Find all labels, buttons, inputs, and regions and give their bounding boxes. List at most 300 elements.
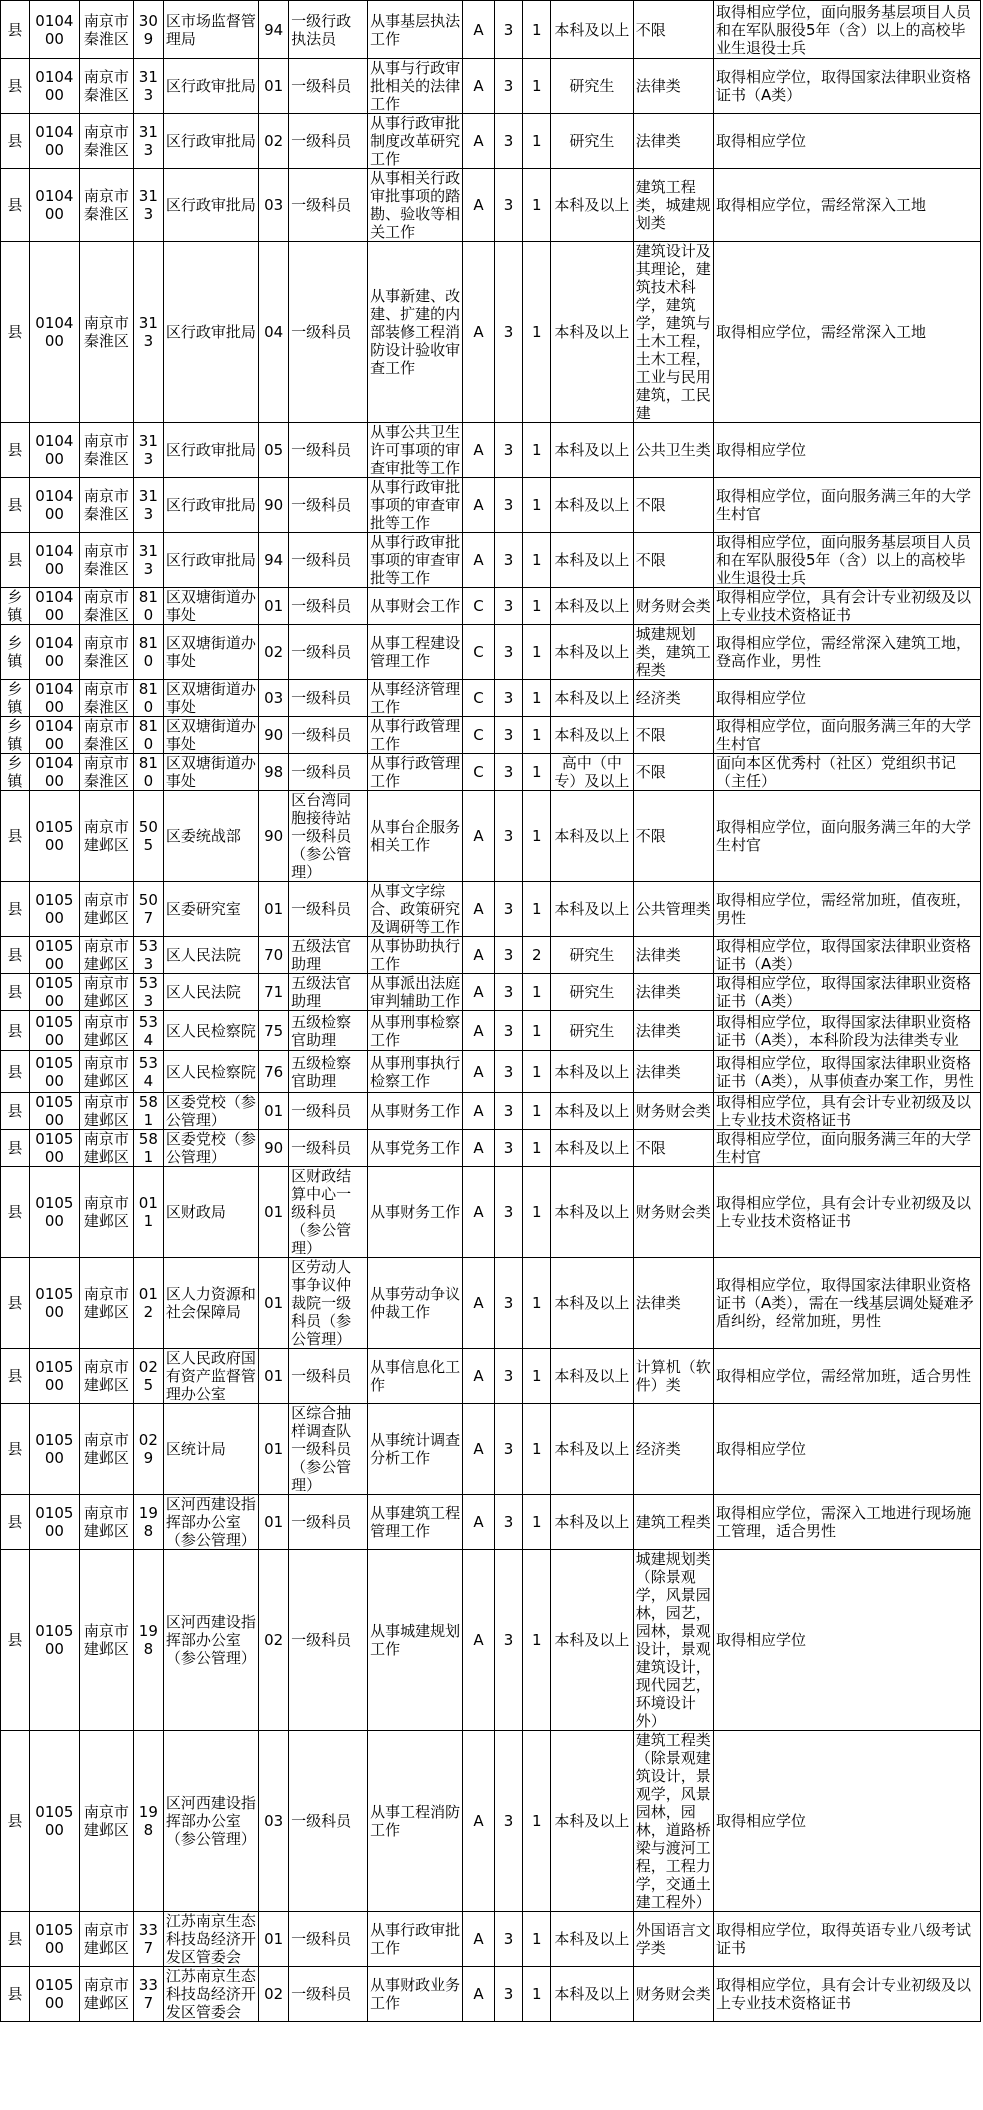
- exam-category-cell: A: [463, 1130, 494, 1167]
- district-cell: 南京市建邺区: [79, 1912, 133, 1967]
- exam-category-cell: A: [463, 791, 494, 882]
- district-cell: 南京市建邺区: [79, 1258, 133, 1349]
- district-cell: 南京市建邺区: [79, 974, 133, 1011]
- position-code-cell: 03: [259, 1731, 289, 1912]
- ratio-cell: 3: [494, 1967, 523, 2022]
- department-cell: 区行政审批局: [163, 242, 258, 423]
- area-level-cell: 乡镇: [1, 754, 30, 791]
- major-cell: 法律类: [633, 974, 713, 1011]
- job-description-cell: 从事派出法庭审判辅助工作: [368, 974, 463, 1011]
- position-code-cell: 04: [259, 242, 289, 423]
- major-cell: 法律类: [633, 937, 713, 974]
- position-name-cell: 一级科员: [289, 59, 368, 114]
- requirements-cell: 取得相应学位，面向服务满三年的大学生村官: [713, 791, 980, 882]
- education-cell: 本科及以上: [551, 1731, 634, 1912]
- ratio-cell: 3: [494, 114, 523, 169]
- area-level-cell: 县: [1, 1349, 30, 1404]
- hire-count-cell: 1: [523, 1167, 551, 1258]
- ratio-cell: 3: [494, 169, 523, 242]
- position-name-cell: 一级科员: [289, 169, 368, 242]
- district-cell: 南京市建邺区: [79, 1967, 133, 2022]
- education-cell: 本科及以上: [551, 1550, 634, 1731]
- department-cell: 区人民检察院: [163, 1051, 258, 1093]
- dept-code-cell: 029: [133, 1404, 163, 1495]
- table-row: [1, 1167, 981, 1258]
- ratio-cell: 3: [494, 59, 523, 114]
- position-code-cell: 03: [259, 169, 289, 242]
- position-name-cell: 一级科员: [289, 1731, 368, 1912]
- job-description-cell: 从事财会工作: [368, 588, 463, 625]
- hire-count-cell: 1: [523, 423, 551, 478]
- position-code-cell: 01: [259, 1912, 289, 1967]
- district-cell: 南京市秦淮区: [79, 588, 133, 625]
- hire-count-cell: 1: [523, 974, 551, 1011]
- major-cell: 不限: [633, 478, 713, 533]
- district-cell: 南京市建邺区: [79, 1404, 133, 1495]
- position-name-cell: 一级科员: [289, 478, 368, 533]
- hire-count-cell: 1: [523, 114, 551, 169]
- hire-count-cell: 1: [523, 680, 551, 717]
- exam-category-cell: C: [463, 588, 494, 625]
- requirements-cell: 取得相应学位，需经常深入工地: [713, 169, 980, 242]
- table-row: [1, 1349, 981, 1404]
- education-cell: 研究生: [551, 974, 634, 1011]
- major-cell: 法律类: [633, 1051, 713, 1093]
- unit-code-cell: 010500: [29, 974, 79, 1011]
- unit-code-cell: 010500: [29, 1167, 79, 1258]
- unit-code-cell: 010400: [29, 754, 79, 791]
- hire-count-cell: 1: [523, 882, 551, 937]
- unit-code-cell: 010500: [29, 1349, 79, 1404]
- position-code-cell: 01: [259, 1495, 289, 1550]
- exam-category-cell: A: [463, 1258, 494, 1349]
- education-cell: 研究生: [551, 937, 634, 974]
- district-cell: 南京市秦淮区: [79, 754, 133, 791]
- area-level-cell: 县: [1, 1167, 30, 1258]
- major-cell: 经济类: [633, 680, 713, 717]
- dept-code-cell: 198: [133, 1731, 163, 1912]
- position-name-cell: 区综合抽样调查队一级科员（参公管理）: [289, 1404, 368, 1495]
- district-cell: 南京市秦淮区: [79, 1, 133, 59]
- unit-code-cell: 010500: [29, 791, 79, 882]
- unit-code-cell: 010500: [29, 1495, 79, 1550]
- position-name-cell: 一级科员: [289, 114, 368, 169]
- exam-category-cell: C: [463, 625, 494, 680]
- job-description-cell: 从事财政业务工作: [368, 1967, 463, 2022]
- table-row: [1, 937, 981, 974]
- department-cell: 区人力资源和社会保障局: [163, 1258, 258, 1349]
- education-cell: 本科及以上: [551, 1093, 634, 1130]
- ratio-cell: 3: [494, 754, 523, 791]
- major-cell: 财务财会类: [633, 1167, 713, 1258]
- table-row: [1, 1550, 981, 1731]
- department-cell: 区人民政府国有资产监督管理办公室: [163, 1349, 258, 1404]
- requirements-cell: 取得相应学位，面向服务满三年的大学生村官: [713, 1130, 980, 1167]
- hire-count-cell: 1: [523, 588, 551, 625]
- district-cell: 南京市建邺区: [79, 1093, 133, 1130]
- area-level-cell: 县: [1, 882, 30, 937]
- hire-count-cell: 1: [523, 791, 551, 882]
- area-level-cell: 乡镇: [1, 588, 30, 625]
- major-cell: 建筑工程类: [633, 1495, 713, 1550]
- exam-category-cell: A: [463, 1731, 494, 1912]
- requirements-cell: 取得相应学位，取得国家法律职业资格证书（A类）: [713, 974, 980, 1011]
- education-cell: 本科及以上: [551, 717, 634, 754]
- unit-code-cell: 010400: [29, 169, 79, 242]
- department-cell: 区双塘街道办事处: [163, 625, 258, 680]
- job-description-cell: 从事相关行政审批事项的踏勘、验收等相关工作: [368, 169, 463, 242]
- ratio-cell: 3: [494, 242, 523, 423]
- major-cell: 不限: [633, 1130, 713, 1167]
- table-row: [1, 59, 981, 114]
- unit-code-cell: 010500: [29, 937, 79, 974]
- dept-code-cell: 337: [133, 1912, 163, 1967]
- unit-code-cell: 010400: [29, 625, 79, 680]
- education-cell: 本科及以上: [551, 1167, 634, 1258]
- major-cell: 不限: [633, 717, 713, 754]
- job-description-cell: 从事城建规划工作: [368, 1550, 463, 1731]
- area-level-cell: 县: [1, 1404, 30, 1495]
- education-cell: 本科及以上: [551, 533, 634, 588]
- dept-code-cell: 810: [133, 680, 163, 717]
- dept-code-cell: 313: [133, 114, 163, 169]
- table-row: [1, 114, 981, 169]
- position-name-cell: 一级科员: [289, 1912, 368, 1967]
- dept-code-cell: 313: [133, 242, 163, 423]
- exam-category-cell: A: [463, 1349, 494, 1404]
- table-row: [1, 1912, 981, 1967]
- position-code-cell: 94: [259, 533, 289, 588]
- requirements-cell: 取得相应学位: [713, 423, 980, 478]
- job-description-cell: 从事劳动争议仲裁工作: [368, 1258, 463, 1349]
- area-level-cell: 县: [1, 974, 30, 1011]
- unit-code-cell: 010400: [29, 242, 79, 423]
- hire-count-cell: 1: [523, 59, 551, 114]
- ratio-cell: 3: [494, 1349, 523, 1404]
- exam-category-cell: A: [463, 114, 494, 169]
- ratio-cell: 3: [494, 1, 523, 59]
- department-cell: 区双塘街道办事处: [163, 680, 258, 717]
- major-cell: 不限: [633, 533, 713, 588]
- ratio-cell: 3: [494, 1011, 523, 1051]
- hire-count-cell: 1: [523, 169, 551, 242]
- exam-category-cell: A: [463, 169, 494, 242]
- ratio-cell: 3: [494, 1051, 523, 1093]
- position-code-cell: 01: [259, 1258, 289, 1349]
- education-cell: 本科及以上: [551, 882, 634, 937]
- area-level-cell: 县: [1, 423, 30, 478]
- area-level-cell: 县: [1, 1731, 30, 1912]
- dept-code-cell: 309: [133, 1, 163, 59]
- area-level-cell: 县: [1, 1258, 30, 1349]
- position-name-cell: 五级检察官助理: [289, 1051, 368, 1093]
- exam-category-cell: A: [463, 1167, 494, 1258]
- ratio-cell: 3: [494, 1912, 523, 1967]
- ratio-cell: 3: [494, 1731, 523, 1912]
- position-code-cell: 90: [259, 1130, 289, 1167]
- table-row: [1, 1130, 981, 1167]
- dept-code-cell: 012: [133, 1258, 163, 1349]
- hire-count-cell: 1: [523, 1550, 551, 1731]
- position-code-cell: 90: [259, 478, 289, 533]
- exam-category-cell: A: [463, 1404, 494, 1495]
- hire-count-cell: 1: [523, 1495, 551, 1550]
- dept-code-cell: 011: [133, 1167, 163, 1258]
- area-level-cell: 县: [1, 1912, 30, 1967]
- table-row: [1, 1051, 981, 1093]
- dept-code-cell: 810: [133, 625, 163, 680]
- table-row: [1, 680, 981, 717]
- table-row: [1, 625, 981, 680]
- exam-category-cell: A: [463, 1495, 494, 1550]
- position-name-cell: 一级科员: [289, 625, 368, 680]
- unit-code-cell: 010500: [29, 1051, 79, 1093]
- table-row: [1, 1093, 981, 1130]
- ratio-cell: 3: [494, 588, 523, 625]
- district-cell: 南京市秦淮区: [79, 717, 133, 754]
- dept-code-cell: 313: [133, 478, 163, 533]
- education-cell: 研究生: [551, 1011, 634, 1051]
- major-cell: 建筑设计及其理论，建筑技术科学，建筑学，建筑与土木工程，土木工程，工业与民用建筑，工民建: [633, 242, 713, 423]
- table-row: [1, 169, 981, 242]
- dept-code-cell: 507: [133, 882, 163, 937]
- hire-count-cell: 1: [523, 1912, 551, 1967]
- education-cell: 本科及以上: [551, 1404, 634, 1495]
- district-cell: 南京市建邺区: [79, 1495, 133, 1550]
- ratio-cell: 3: [494, 937, 523, 974]
- requirements-cell: 取得相应学位，取得国家法律职业资格证书（A类），需在一线基层调处疑难矛盾纠纷，经常加班，男性: [713, 1258, 980, 1349]
- job-description-cell: 从事与行政审批相关的法律工作: [368, 59, 463, 114]
- unit-code-cell: 010400: [29, 1, 79, 59]
- table-row: [1, 423, 981, 478]
- job-description-cell: 从事刑事执行检察工作: [368, 1051, 463, 1093]
- department-cell: 区委研究室: [163, 882, 258, 937]
- hire-count-cell: 1: [523, 478, 551, 533]
- major-cell: 计算机（软件）类: [633, 1349, 713, 1404]
- exam-category-cell: A: [463, 937, 494, 974]
- position-name-cell: 区劳动人事争议仲裁院一级科员（参公管理）: [289, 1258, 368, 1349]
- hire-count-cell: 1: [523, 1011, 551, 1051]
- area-level-cell: 县: [1, 937, 30, 974]
- table-row: [1, 242, 981, 423]
- exam-category-cell: A: [463, 478, 494, 533]
- exam-category-cell: A: [463, 1912, 494, 1967]
- major-cell: 城建规划类（除景观学，风景园林，园艺，园林，景观设计，景观建筑设计，现代园艺，环境设计外）: [633, 1550, 713, 1731]
- job-description-cell: 从事统计调查分析工作: [368, 1404, 463, 1495]
- unit-code-cell: 010400: [29, 478, 79, 533]
- department-cell: 区行政审批局: [163, 423, 258, 478]
- unit-code-cell: 010500: [29, 1093, 79, 1130]
- hire-count-cell: 1: [523, 1967, 551, 2022]
- education-cell: 本科及以上: [551, 1, 634, 59]
- table-body: [1, 1, 981, 2022]
- hire-count-cell: 1: [523, 533, 551, 588]
- requirements-cell: 取得相应学位，具有会计专业初级及以上专业技术资格证书: [713, 1093, 980, 1130]
- requirements-cell: 取得相应学位: [713, 1550, 980, 1731]
- job-description-cell: 从事党务工作: [368, 1130, 463, 1167]
- major-cell: 建筑工程类，城建规划类: [633, 169, 713, 242]
- district-cell: 南京市秦淮区: [79, 680, 133, 717]
- district-cell: 南京市建邺区: [79, 1550, 133, 1731]
- hire-count-cell: 1: [523, 242, 551, 423]
- area-level-cell: 乡镇: [1, 625, 30, 680]
- department-cell: 区统计局: [163, 1404, 258, 1495]
- district-cell: 南京市建邺区: [79, 937, 133, 974]
- job-description-cell: 从事行政审批制度改革研究工作: [368, 114, 463, 169]
- ratio-cell: 3: [494, 717, 523, 754]
- table-row: [1, 1011, 981, 1051]
- department-cell: 区双塘街道办事处: [163, 754, 258, 791]
- table-row: [1, 588, 981, 625]
- district-cell: 南京市秦淮区: [79, 423, 133, 478]
- department-cell: 区行政审批局: [163, 114, 258, 169]
- department-cell: 区河西建设指挥部办公室（参公管理）: [163, 1731, 258, 1912]
- major-cell: 外国语言文学类: [633, 1912, 713, 1967]
- area-level-cell: 县: [1, 1011, 30, 1051]
- hire-count-cell: 1: [523, 754, 551, 791]
- department-cell: 区行政审批局: [163, 478, 258, 533]
- major-cell: 法律类: [633, 114, 713, 169]
- unit-code-cell: 010500: [29, 1550, 79, 1731]
- dept-code-cell: 337: [133, 1967, 163, 2022]
- district-cell: 南京市建邺区: [79, 1011, 133, 1051]
- position-code-cell: 71: [259, 974, 289, 1011]
- requirements-cell: 取得相应学位: [713, 114, 980, 169]
- unit-code-cell: 010400: [29, 533, 79, 588]
- department-cell: 区双塘街道办事处: [163, 588, 258, 625]
- unit-code-cell: 010500: [29, 882, 79, 937]
- requirements-cell: 取得相应学位，取得国家法律职业资格证书（A类）: [713, 937, 980, 974]
- requirements-cell: 取得相应学位: [713, 680, 980, 717]
- position-name-cell: 一级科员: [289, 1130, 368, 1167]
- requirements-cell: 取得相应学位，取得国家法律职业资格证书（A类）: [713, 59, 980, 114]
- ratio-cell: 3: [494, 1495, 523, 1550]
- position-name-cell: 一级科员: [289, 242, 368, 423]
- table-row: [1, 1967, 981, 2022]
- district-cell: 南京市建邺区: [79, 791, 133, 882]
- hire-count-cell: 1: [523, 1, 551, 59]
- hire-count-cell: 1: [523, 1093, 551, 1130]
- ratio-cell: 3: [494, 974, 523, 1011]
- requirements-cell: 取得相应学位，需经常加班，值夜班，男性: [713, 882, 980, 937]
- table-row: [1, 1404, 981, 1495]
- education-cell: 本科及以上: [551, 242, 634, 423]
- unit-code-cell: 010400: [29, 423, 79, 478]
- ratio-cell: 3: [494, 1550, 523, 1731]
- unit-code-cell: 010400: [29, 114, 79, 169]
- exam-category-cell: A: [463, 1967, 494, 2022]
- table-row: [1, 974, 981, 1011]
- area-level-cell: 县: [1, 1550, 30, 1731]
- dept-code-cell: 025: [133, 1349, 163, 1404]
- job-description-cell: 从事建筑工程管理工作: [368, 1495, 463, 1550]
- job-description-cell: 从事财务工作: [368, 1167, 463, 1258]
- district-cell: 南京市秦淮区: [79, 59, 133, 114]
- ratio-cell: 3: [494, 1404, 523, 1495]
- district-cell: 南京市秦淮区: [79, 478, 133, 533]
- position-name-cell: 五级法官助理: [289, 974, 368, 1011]
- education-cell: 本科及以上: [551, 478, 634, 533]
- table-row: [1, 791, 981, 882]
- district-cell: 南京市秦淮区: [79, 169, 133, 242]
- position-name-cell: 一级科员: [289, 754, 368, 791]
- position-code-cell: 02: [259, 625, 289, 680]
- major-cell: 建筑工程类（除景观建筑设计，景观学，风景园林，园林，道路桥梁与渡河工程，工程力学，交通土建工程外）: [633, 1731, 713, 1912]
- department-cell: 区财政局: [163, 1167, 258, 1258]
- department-cell: 区人民检察院: [163, 1011, 258, 1051]
- table-row: [1, 1258, 981, 1349]
- education-cell: 本科及以上: [551, 791, 634, 882]
- exam-category-cell: A: [463, 533, 494, 588]
- department-cell: 区人民法院: [163, 937, 258, 974]
- area-level-cell: 县: [1, 533, 30, 588]
- unit-code-cell: 010500: [29, 1258, 79, 1349]
- job-description-cell: 从事信息化工作: [368, 1349, 463, 1404]
- position-code-cell: 98: [259, 754, 289, 791]
- job-description-cell: 从事行政审批事项的审查审批等工作: [368, 533, 463, 588]
- exam-category-cell: A: [463, 974, 494, 1011]
- exam-category-cell: A: [463, 882, 494, 937]
- dept-code-cell: 505: [133, 791, 163, 882]
- ratio-cell: 3: [494, 1167, 523, 1258]
- dept-code-cell: 534: [133, 1051, 163, 1093]
- position-code-cell: 01: [259, 1093, 289, 1130]
- hire-count-cell: 1: [523, 1051, 551, 1093]
- table-row: [1, 882, 981, 937]
- dept-code-cell: 313: [133, 423, 163, 478]
- major-cell: 财务财会类: [633, 1093, 713, 1130]
- position-name-cell: 区财政结算中心一级科员（参公管理）: [289, 1167, 368, 1258]
- exam-category-cell: C: [463, 680, 494, 717]
- unit-code-cell: 010400: [29, 59, 79, 114]
- education-cell: 本科及以上: [551, 680, 634, 717]
- table-row: [1, 1, 981, 59]
- hire-count-cell: 1: [523, 1258, 551, 1349]
- education-cell: 本科及以上: [551, 1495, 634, 1550]
- area-level-cell: 县: [1, 1093, 30, 1130]
- job-description-cell: 从事行政审批工作: [368, 1912, 463, 1967]
- department-cell: 区双塘街道办事处: [163, 717, 258, 754]
- position-name-cell: 五级检察官助理: [289, 1011, 368, 1051]
- dept-code-cell: 533: [133, 937, 163, 974]
- position-code-cell: 01: [259, 1404, 289, 1495]
- requirements-cell: 取得相应学位，具有会计专业初级及以上专业技术资格证书: [713, 1167, 980, 1258]
- job-description-cell: 从事经济管理工作: [368, 680, 463, 717]
- education-cell: 本科及以上: [551, 588, 634, 625]
- department-cell: 区委党校（参公管理）: [163, 1093, 258, 1130]
- position-name-cell: 五级法官助理: [289, 937, 368, 974]
- exam-category-cell: A: [463, 242, 494, 423]
- job-description-cell: 从事工程消防工作: [368, 1731, 463, 1912]
- hire-count-cell: 2: [523, 937, 551, 974]
- position-code-cell: 90: [259, 717, 289, 754]
- position-code-cell: 02: [259, 114, 289, 169]
- requirements-cell: 取得相应学位，取得国家法律职业资格证书（A类），从事侦查办案工作，男性: [713, 1051, 980, 1093]
- area-level-cell: 县: [1, 1495, 30, 1550]
- department-cell: 区河西建设指挥部办公室（参公管理）: [163, 1495, 258, 1550]
- major-cell: 不限: [633, 791, 713, 882]
- job-description-cell: 从事行政管理工作: [368, 754, 463, 791]
- district-cell: 南京市建邺区: [79, 1167, 133, 1258]
- position-code-cell: 01: [259, 59, 289, 114]
- hire-count-cell: 1: [523, 625, 551, 680]
- department-cell: 江苏南京生态科技岛经济开发区管委会: [163, 1912, 258, 1967]
- education-cell: 本科及以上: [551, 625, 634, 680]
- ratio-cell: 3: [494, 1258, 523, 1349]
- district-cell: 南京市秦淮区: [79, 114, 133, 169]
- job-description-cell: 从事行政管理工作: [368, 717, 463, 754]
- area-level-cell: 县: [1, 791, 30, 882]
